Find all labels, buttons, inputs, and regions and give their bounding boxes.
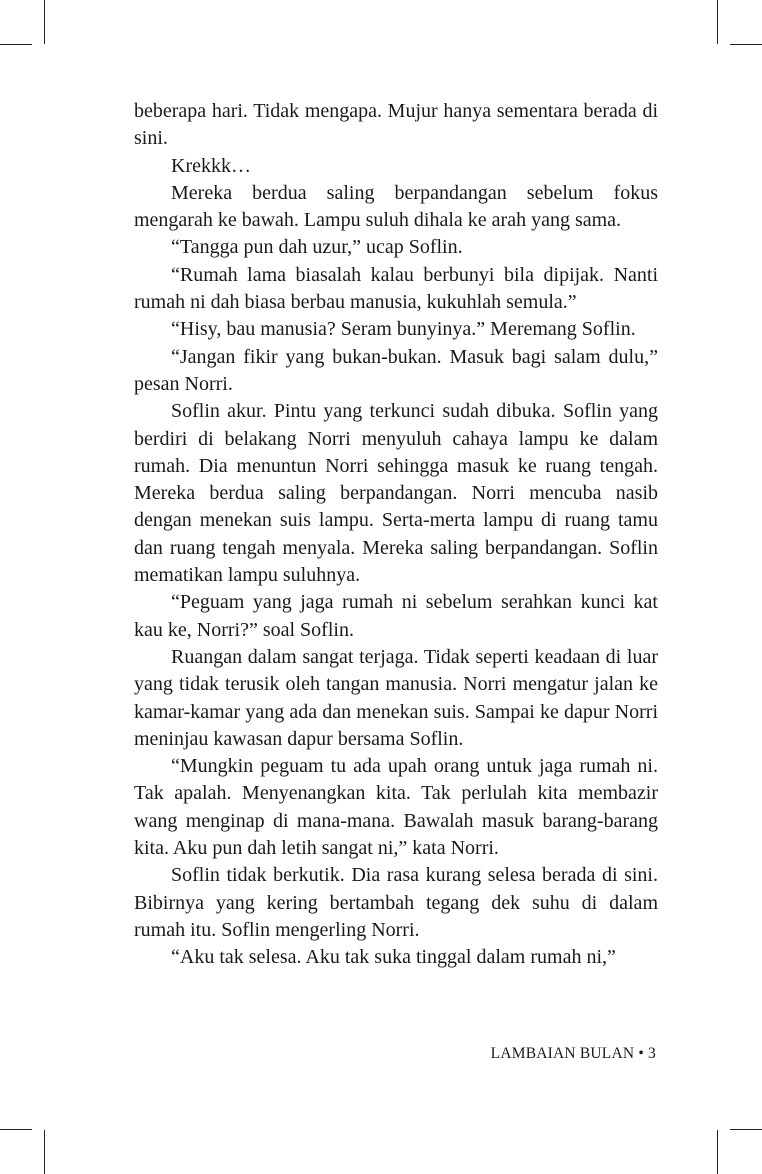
running-title: LAMBAIAN BULAN [490,1045,635,1062]
paragraph: “Mungkin peguam tu ada upah orang untuk jaga rumah ni. Tak apalah. Menyenangkan kita. Tak perlulah kita membazir wang menginap di mana-mana. Bawalah masuk barang-barang kita. Aku pun dah letih sangat ni,” kata Norri. [134,755,658,860]
paragraph: Soflin tidak berkutik. Dia rasa kurang selesa berada di sini. Bibirnya yang kering bertambah tegang dek suhu di dalam rumah itu. Soflin mengerling Norri. [134,864,658,941]
paragraph: “Rumah lama biasalah kalau berbunyi bila dipijak. Nanti rumah ni dah biasa berbau manusia, kukuhlah semula.” [134,263,658,314]
paragraph: beberapa hari. Tidak mengapa. Mujur hanya sementara berada di sini. [134,100,658,150]
crop-mark-bottom-left-vertical [44,1130,45,1174]
paragraph: Ruangan dalam sangat terjaga. Tidak seperti keadaan di luar yang tidak terusik oleh tangan manusia. Norri mengatur jalan ke kamar-kamar yang ada dan menekan suis. Sampai ke dapur Norri meninjau kawasan dapur bersama Soflin. [134,645,658,750]
paragraph: Mereka berdua saling berpandangan sebelum fokus mengarah ke bawah. Lampu suluh dihala ke arah yang sama. [134,181,658,232]
paragraph: Soflin akur. Pintu yang terkunci sudah dibuka. Soflin yang berdiri di belakang Norri menyuluh cahaya lampu ke dalam rumah. Dia menuntun Norri sehingga masuk ke ruang tengah. Mereka berdua saling berpandangan. Norri mencuba nasib dengan menekan suis lampu. Serta-merta lampu di ruang tamu dan ruang tengah menyala. Mereka saling berpandangan. Soflin mematikan lampu suluhnya. [134,400,658,587]
paragraph: “Peguam yang jaga rumah ni sebelum serahkan kunci kat kau ke, Norri?” soal Soflin. [134,591,658,641]
crop-mark-bottom-left-horizontal [0,1129,32,1130]
crop-mark-top-right-horizontal [730,44,762,45]
paragraph: “Jangan fikir yang bukan-bukan. Masuk bagi salam dulu,” pesan Norri. [134,345,658,395]
paragraph: “Tangga pun dah uzur,” ucap Soflin. [171,236,463,259]
page-footer [491,1045,656,1063]
crop-mark-top-left-vertical [44,0,45,44]
crop-mark-top-right-vertical [717,0,718,44]
crop-mark-top-left-horizontal [0,44,32,45]
body-text [134,98,658,972]
paragraph: “Hisy, bau manusia? Seram bunyinya.” Meremang Soflin. [171,318,636,341]
footer-separator: • [638,1045,644,1062]
paragraph: “Aku tak selesa. Aku tak suka tinggal dalam rumah ni,” [171,946,616,969]
page-number: 3 [648,1045,656,1062]
crop-mark-bottom-right-vertical [717,1130,718,1174]
crop-mark-bottom-right-horizontal [730,1129,762,1130]
paragraph: Krekkk… [171,154,251,177]
